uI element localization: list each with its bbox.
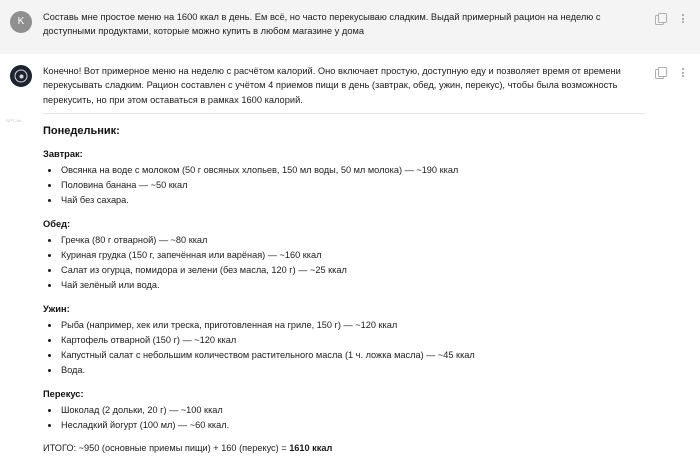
list-item: • Шоколад (2 дольки, 20 г) — ~100 ккал bbox=[60, 403, 645, 418]
user-message-body bbox=[32, 10, 655, 42]
list-item: • Овсянка на воде с молоком (50 г овсяных хлопьев, 150 мл воды, 50 мл молока) — ~190 ккал bbox=[60, 163, 645, 178]
assistant-message bbox=[0, 54, 700, 459]
list-item: • Рыба (например, хек или треска, приготовленная на гриле, 150 г) — ~120 ккал bbox=[60, 318, 645, 333]
total-calories-line bbox=[43, 442, 645, 456]
list-item: • Несладкий йогурт (100 мл) — ~60 ккал. bbox=[60, 418, 645, 433]
user-avatar: K bbox=[10, 11, 32, 33]
list-item: • Салат из огурца, помидора и зелени (без масла, 120 г) — ~25 ккал bbox=[60, 263, 645, 278]
section-divider bbox=[43, 113, 645, 114]
day-heading: Понедельник: bbox=[43, 124, 120, 137]
list-item: • Гречка (80 г отварной) — ~80 ккал bbox=[60, 233, 645, 248]
total-value: 1610 ккал bbox=[289, 442, 333, 453]
copy-icon[interactable] bbox=[655, 67, 666, 78]
more-options-icon[interactable] bbox=[677, 13, 688, 24]
list-item: • Чай зелёный или вода. bbox=[60, 278, 645, 293]
user-message-text: Составь мне простое меню на 1600 ккал в день. Ем всё, но часто перекусываю сладким. Выдай примерный рацион на неделю с доступными продуктами, которые можно купить в любом магазине у дома bbox=[43, 12, 601, 37]
meal-title: Обед: bbox=[43, 219, 71, 230]
meal-title: Ужин: bbox=[43, 303, 70, 314]
meal-item-list bbox=[43, 403, 645, 433]
list-item: • Куриная грудка (150 г, запечённая или варёная) — ~160 ккал bbox=[60, 248, 645, 263]
copy-icon[interactable] bbox=[655, 13, 666, 24]
user-message-actions bbox=[655, 10, 692, 24]
meal-item-list bbox=[43, 233, 645, 293]
assistant-avatar bbox=[10, 65, 32, 87]
list-item: • Половина банана — ~50 ккал bbox=[60, 178, 645, 193]
meal-title: Перекус: bbox=[43, 388, 84, 399]
meal-block-dinner bbox=[43, 302, 645, 378]
assistant-message-body bbox=[32, 64, 655, 459]
meal-item-list bbox=[43, 318, 645, 378]
meal-title: Завтрак: bbox=[43, 149, 83, 160]
list-item: • Картофель отварной (150 г) — ~120 ккал bbox=[60, 333, 645, 348]
assistant-intro-text: Конечно! Вот примерное меню на неделю с расчётом калорий. Оно включает простую, доступную еду и позволяет время от времени перекусывать сладким. Рацион составлен с учётом 4 приемов пищи в день (завтрак, обед, ужин, перекус), чтобы была возможность перекусить, но при этом оставаться в рамках 1600 калорий. bbox=[43, 66, 621, 105]
assistant-model-label: GPT-4o bbox=[6, 118, 22, 124]
meal-item-list bbox=[43, 163, 645, 208]
user-message bbox=[0, 0, 700, 54]
list-item: • Чай без сахара. bbox=[60, 193, 645, 208]
meal-block-snack bbox=[43, 387, 645, 433]
assistant-logo-icon bbox=[15, 70, 28, 83]
meal-block-breakfast bbox=[43, 147, 645, 208]
list-item: • Капустный салат с небольшим количеством растительного масла (1 ч. ложка масла) — ~45 ккал bbox=[60, 348, 645, 363]
more-options-icon[interactable] bbox=[677, 67, 688, 78]
assistant-message-actions bbox=[655, 64, 692, 78]
meal-block-lunch bbox=[43, 217, 645, 293]
total-prefix: ИТОГО: ~950 (основные приемы пищи) + 160 (перекус) = bbox=[43, 442, 290, 453]
list-item: • Вода. bbox=[60, 363, 645, 378]
